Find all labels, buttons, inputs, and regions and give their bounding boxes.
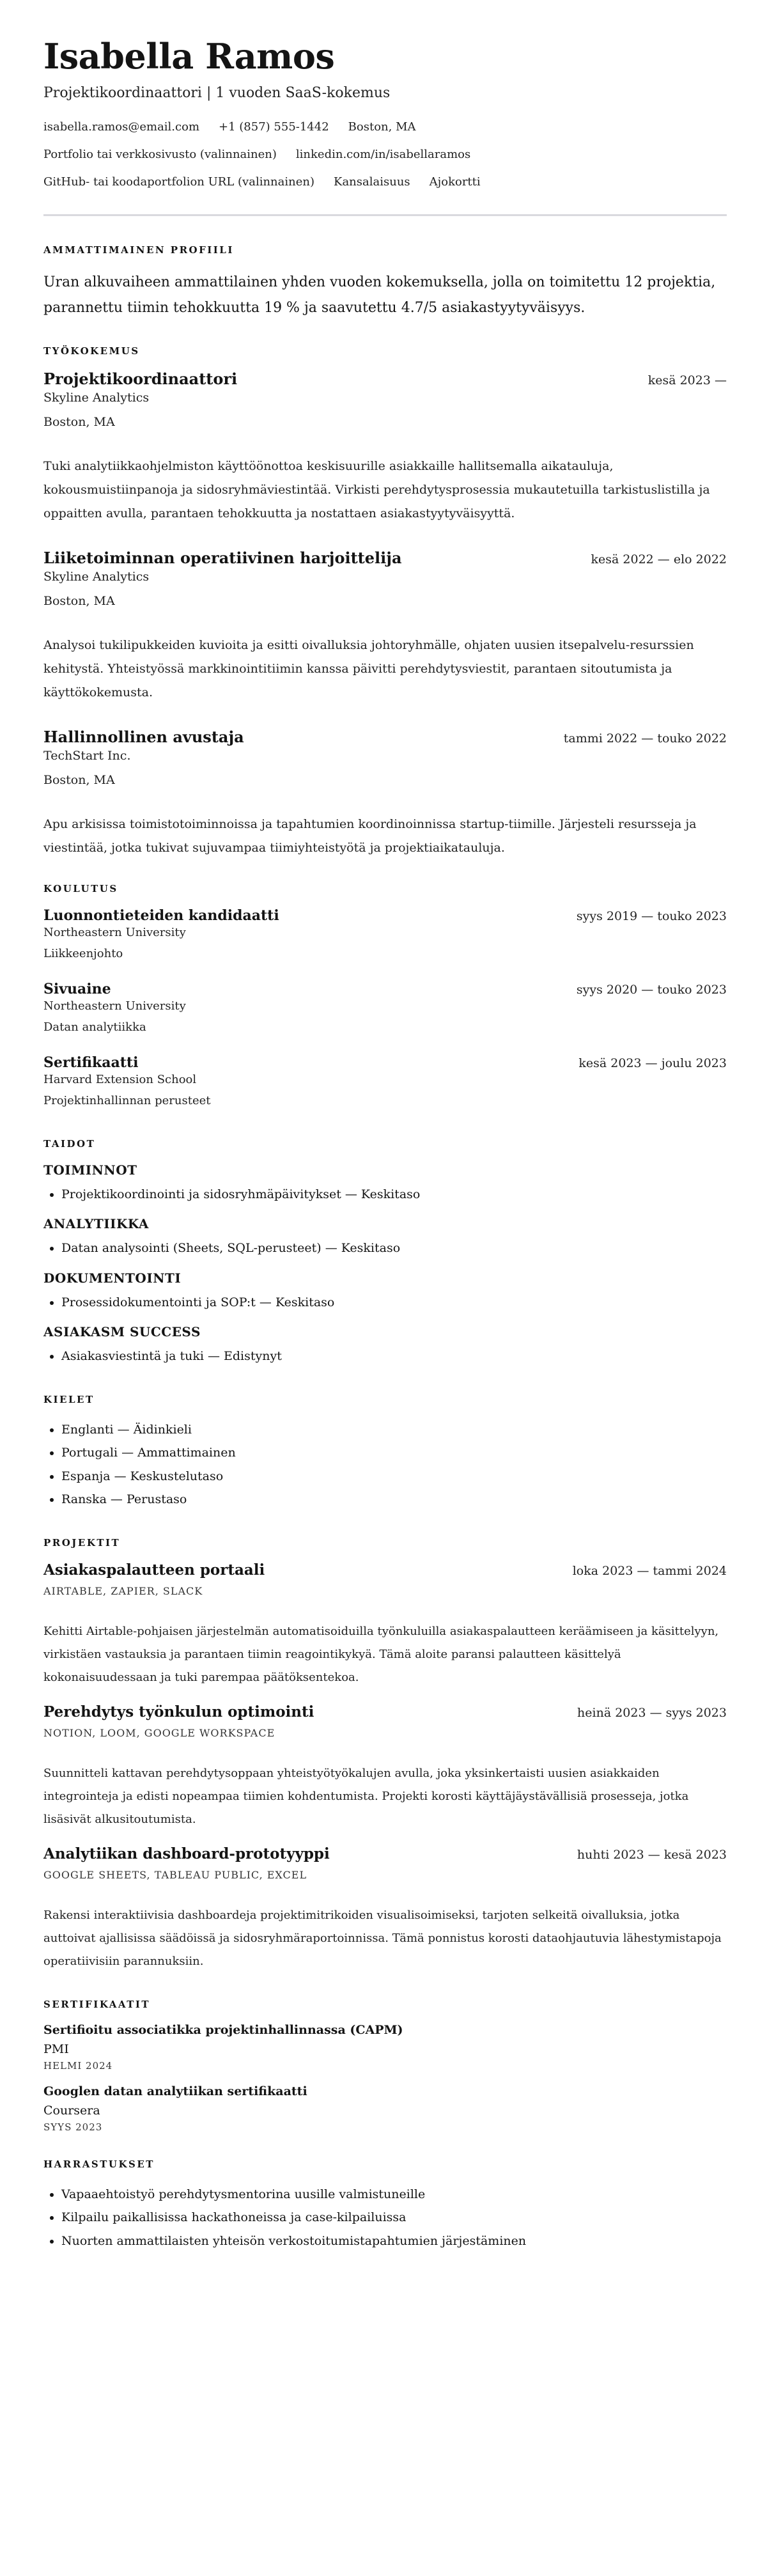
job-description: Tuki analytiikkaohjelmiston käyttöönottoa keskisuurille asiakkaille hallitsemalla aikatauluja, kokousmuistiinpanoja ja sidosryhmäviestintää. Virkisti perehdytysprosessia mukautetuilla tarkistuslistilla ja oppaitten avulla, parantaen tehokkuutta ja nostattaen asiakastyytyväisyyttä.: [43, 458, 710, 520]
certification-issuer: Coursera: [43, 2103, 100, 2118]
skill-item: • Datan analysointi (Sheets, SQL-perusteet) — Keskitaso: [61, 1237, 727, 1260]
education-entry: [43, 981, 727, 1039]
job-description: Analysoi tukilipukkeiden kuvioita ja esitti oivalluksia johtoryhmälle, ohjaten uusien itsepalvelu-resurssien kehitystä. Yhteistyössä markkinointitiimin kanssa päivitti perehdytysviestit, parantaen sitoutumista ja käyttökokemusta.: [43, 637, 694, 699]
institution: Northeastern University: [43, 999, 186, 1013]
job-location: Boston, MA: [43, 772, 115, 787]
projects-section: [43, 1537, 727, 1973]
institution: Northeastern University: [43, 925, 186, 939]
field-of-study: Liikkeenjohto: [43, 946, 123, 960]
degree-title: Luonnontieteiden kandidaatti: [43, 907, 279, 924]
project-date: loka 2023 — tammi 2024: [572, 1563, 727, 1578]
job-location: Boston, MA: [43, 593, 115, 608]
certification-entry: [43, 2084, 727, 2133]
certifications-section: [43, 1999, 727, 2133]
job-description: Apu arkisissa toimistotoiminnoissa ja tapahtumien koordinoinnissa startup-tiimille. Järjesteli resursseja ja viestintää, jotka tukivat sujuvampaa tiimiyhteistyötä ja projektiaikatauluja.: [43, 816, 697, 855]
profile-summary: Uran alkuvaiheen ammattilainen yhden vuoden kokemuksella, jolla on toimitettu 12 projektia, parannettu tiimin tehokkuutta 19 % ja saavutettu 4.7/5 asiakastyytyväisyys.: [43, 274, 716, 316]
skill-list: [43, 1237, 727, 1260]
phone-number: +1 (857) 555-1442: [219, 120, 329, 134]
job-company: TechStart Inc.: [43, 748, 131, 763]
candidate-headline: Projektikoordinaattori | 1 vuoden SaaS-kokemus: [43, 84, 391, 101]
skill-list: [43, 1183, 727, 1206]
section-heading: KOULUTUS: [43, 882, 118, 894]
drivers-license: Ajokortti: [429, 175, 481, 189]
skills-section: [43, 1138, 727, 1368]
contact-line: [43, 120, 727, 134]
skill-list: [43, 1291, 727, 1315]
project-entry: [43, 1703, 727, 1831]
language-item: • Englanti — Äidinkieli: [61, 1418, 727, 1442]
section-heading: TYÖKOKEMUS: [43, 345, 140, 357]
certification-date: HELMI 2024: [43, 2059, 113, 2072]
portfolio-link[interactable]: Portfolio tai verkkosivusto (valinnainen): [43, 147, 277, 161]
hobby-item: • Kilpailu paikallisissa hackathoneissa ja case-kilpailuissa: [61, 2206, 727, 2229]
contact-line: [43, 148, 727, 161]
resume-header: [43, 36, 727, 189]
project-description: Kehitti Airtable-pohjaisen järjestelmän automatisoiduilla työnkuluilla asiakaspalautteen keräämiseen ja käsittelyyn, virkistäen vastauksia ja parantaen tiimin reagointikykyä. Tämä aloite paransi palautteen käsittelyä kokonaisuudessaan ja tuki parempaa päätöksentekoa.: [43, 1624, 719, 1684]
section-heading: AMMATTIMAINEN PROFIILI: [43, 244, 234, 256]
education-date: syys 2020 — touko 2023: [576, 982, 727, 997]
degree-title: Sivuaine: [43, 980, 111, 997]
education-entry: [43, 907, 727, 965]
project-title: Asiakaspalautteen portaali: [43, 1561, 265, 1579]
education-section: [43, 883, 727, 1112]
hobby-list: [43, 2183, 727, 2253]
job-entry: [43, 370, 727, 526]
certification-date: SYYS 2023: [43, 2121, 103, 2133]
project-tech: GOOGLE SHEETS, TABLEAU PUBLIC, EXCEL: [43, 1868, 307, 1881]
skill-group-title: TOIMINNOT: [43, 1162, 137, 1178]
skill-group-title: ASIAKASM SUCCESS: [43, 1324, 201, 1340]
job-date: kesä 2022 — elo 2022: [591, 552, 727, 566]
project-entry: [43, 1845, 727, 1973]
language-list: [43, 1418, 727, 1511]
linkedin-link[interactable]: linkedin.com/in/isabellaramos: [295, 147, 471, 161]
hobby-item: • Nuorten ammattilaisten yhteisön verkostoitumistapahtumien järjestäminen: [61, 2229, 727, 2253]
degree-title: Sertifikaatti: [43, 1054, 139, 1071]
section-heading: HARRASTUKSET: [43, 2158, 155, 2170]
project-date: heinä 2023 — syys 2023: [577, 1705, 727, 1720]
profile-section: [43, 244, 727, 321]
contact-line: [43, 175, 727, 189]
job-title: Liiketoiminnan operatiivinen harjoittelija: [43, 548, 402, 567]
hobby-item: • Vapaaehtoistyö perehdytysmentorina uusille valmistuneille: [61, 2183, 727, 2206]
project-date: huhti 2023 — kesä 2023: [577, 1847, 727, 1862]
project-description: Suunnitteli kattavan perehdytysoppaan yhteistyötyökalujen avulla, joka yksinkertaisti uusien asiakkaiden integrointeja ja edisti nopeampaa tiimien kohdentumista. Projekti korosti käyttäjäystävällisiä prosesseja, jotka lisäsivät alkusitoutumista.: [43, 1766, 689, 1826]
job-location: Boston, MA: [43, 414, 115, 429]
location: Boston, MA: [348, 120, 416, 134]
field-of-study: Projektinhallinnan perusteet: [43, 1093, 211, 1107]
certification-title: Googlen datan analytiikan sertifikaatti: [43, 2084, 307, 2098]
hobbies-section: [43, 2158, 727, 2253]
citizenship: Kansalaisuus: [334, 175, 410, 189]
skill-group-title: DOKUMENTOINTI: [43, 1270, 182, 1286]
job-title: Hallinnollinen avustaja: [43, 727, 244, 746]
section-heading: PROJEKTIT: [43, 1536, 121, 1549]
job-company: Skyline Analytics: [43, 390, 150, 405]
education-date: kesä 2023 — joulu 2023: [578, 1056, 727, 1070]
section-heading: KIELET: [43, 1393, 95, 1405]
languages-section: [43, 1394, 727, 1511]
job-entry: [43, 728, 727, 860]
experience-section: [43, 345, 727, 860]
language-item: • Portugali — Ammattimainen: [61, 1441, 727, 1465]
certification-entry: [43, 2023, 727, 2072]
job-entry: [43, 549, 727, 705]
skill-item: • Asiakasviestintä ja tuki — Edistynyt: [61, 1345, 727, 1368]
job-title: Projektikoordinaattori: [43, 369, 238, 388]
certification-issuer: PMI: [43, 2041, 69, 2056]
github-link[interactable]: GitHub- tai koodaportfolion URL (valinnainen): [43, 175, 314, 189]
education-entry: [43, 1054, 727, 1112]
certification-title: Sertifioitu associatikka projektinhallinnassa (CAPM): [43, 2022, 403, 2037]
job-date: kesä 2023 —: [647, 373, 727, 387]
project-entry: [43, 1561, 727, 1689]
skill-list: [43, 1345, 727, 1368]
email-link[interactable]: isabella.ramos@email.com: [43, 120, 200, 134]
job-company: Skyline Analytics: [43, 569, 150, 584]
skill-item: • Projektikoordinointi ja sidosryhmäpäivitykset — Keskitaso: [61, 1183, 727, 1206]
job-date: tammi 2022 — touko 2022: [563, 731, 727, 745]
project-tech: NOTION, LOOM, GOOGLE WORKSPACE: [43, 1726, 275, 1739]
project-tech: AIRTABLE, ZAPIER, SLACK: [43, 1584, 203, 1597]
section-heading: TAIDOT: [43, 1137, 96, 1150]
language-item: • Ranska — Perustaso: [61, 1488, 727, 1511]
skill-group-title: ANALYTIIKKA: [43, 1216, 149, 1232]
header-divider: [43, 214, 727, 216]
language-item: • Espanja — Keskustelutaso: [61, 1465, 727, 1488]
institution: Harvard Extension School: [43, 1072, 197, 1086]
candidate-name: Isabella Ramos: [43, 36, 335, 77]
field-of-study: Datan analytiikka: [43, 1020, 146, 1034]
education-date: syys 2019 — touko 2023: [576, 909, 727, 923]
skill-item: • Prosessidokumentointi ja SOP:t — Keskitaso: [61, 1291, 727, 1315]
project-title: Analytiikan dashboard-prototyyppi: [43, 1845, 330, 1862]
project-description: Rakensi interaktiivisia dashboardeja projektimitrikoiden visualisoimiseksi, tarjoten selkeitä oivalluksia, jotka auttoivat ajallisissa säädöissä ja sidosryhmäraportoinnissa. Tämä ponnistus korosti dataohjautuvia lähestymistapoja operatiivisiin parannuksiin.: [43, 1908, 722, 1968]
project-title: Perehdytys työnkulun optimointi: [43, 1703, 314, 1721]
section-heading: SERTIFIKAATIT: [43, 1998, 151, 2010]
